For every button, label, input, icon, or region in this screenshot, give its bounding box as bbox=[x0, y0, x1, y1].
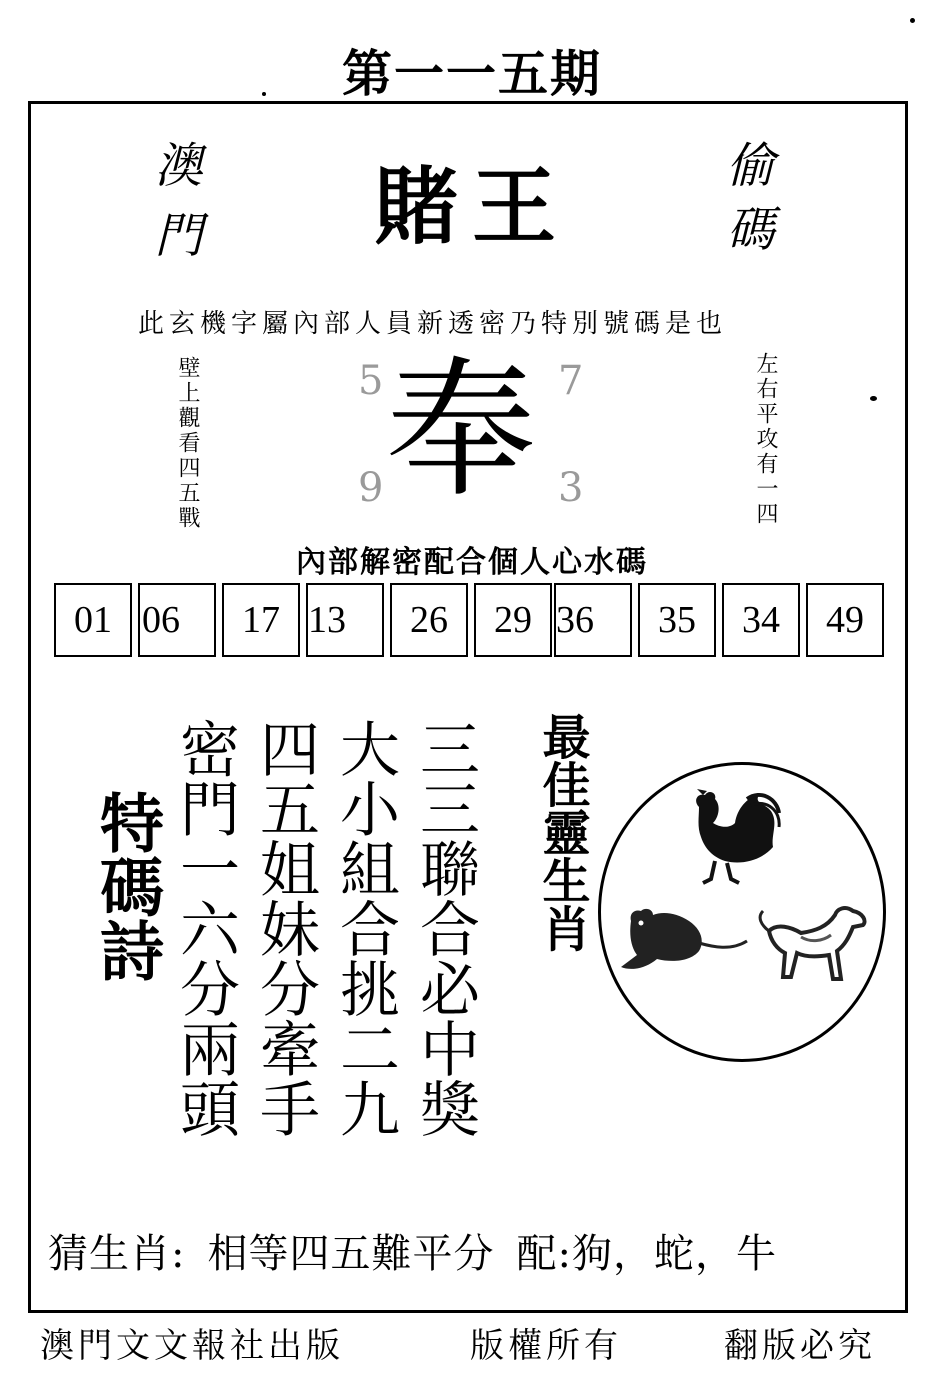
number-top-right: 7 bbox=[558, 358, 584, 404]
code-box: 35 bbox=[638, 583, 716, 657]
guess-line bbox=[48, 1222, 777, 1279]
poem-line-3: 四五姐妹分牽手 bbox=[250, 718, 320, 1138]
code-box: 26 bbox=[390, 583, 468, 657]
guess-text: 相等四五難平分 bbox=[207, 1231, 495, 1277]
left-vertical-title: 澳門 bbox=[146, 140, 202, 280]
dog-icon bbox=[760, 908, 864, 979]
poem-line-1: 三三聯合必中獎 bbox=[410, 718, 480, 1138]
guess-match-label: 配: bbox=[516, 1231, 572, 1277]
number-top-left: 5 bbox=[358, 358, 384, 404]
poem-line-4: 密門一六分兩頭 bbox=[170, 718, 240, 1138]
guess-animals: 狗，蛇，牛 bbox=[571, 1231, 777, 1277]
speck bbox=[262, 92, 266, 96]
code-box: 36 bbox=[554, 583, 632, 657]
right-vertical-title: 偷碼 bbox=[718, 140, 774, 268]
zodiac-circle bbox=[598, 762, 886, 1062]
footer-rights: 版權所有 bbox=[470, 1326, 622, 1366]
speck bbox=[910, 18, 915, 23]
best-zodiac-label: 最佳靈生肖 bbox=[534, 712, 590, 952]
poem-label: 特碼詩 bbox=[89, 790, 164, 982]
code-box: 01 bbox=[54, 583, 132, 657]
footer bbox=[0, 1318, 944, 1378]
poem-line-2: 大小組合挑二九 bbox=[330, 718, 400, 1138]
code-box: 17 bbox=[222, 583, 300, 657]
code-box: 13 bbox=[306, 583, 384, 657]
main-title: 賭王 bbox=[373, 158, 570, 256]
code-box: 06 bbox=[138, 583, 216, 657]
codes-title: 內部解密配合個人心水碼 bbox=[296, 545, 648, 580]
footer-warning: 翻版必究 bbox=[724, 1326, 876, 1366]
left-hint: 壁上觀看四五戰 bbox=[175, 356, 200, 531]
number-bottom-right: 3 bbox=[558, 465, 584, 511]
riddle-character: 奉 bbox=[386, 344, 537, 518]
code-box: 34 bbox=[722, 583, 800, 657]
rat-icon bbox=[621, 909, 747, 969]
subtitle: 此玄機字屬內部人員新透密乃特別號碼是也 bbox=[138, 309, 728, 339]
right-hint: 左右平攻有一四 bbox=[753, 352, 778, 527]
footer-publisher: 澳門文文報社出版 bbox=[40, 1326, 344, 1366]
speck bbox=[870, 396, 877, 401]
rooster-icon bbox=[696, 789, 779, 883]
code-box: 29 bbox=[474, 583, 552, 657]
code-box: 49 bbox=[806, 583, 884, 657]
issue-number: 第一一五期 bbox=[342, 45, 602, 103]
number-bottom-left: 9 bbox=[358, 465, 384, 511]
guess-label: 猜生肖: bbox=[48, 1231, 186, 1277]
